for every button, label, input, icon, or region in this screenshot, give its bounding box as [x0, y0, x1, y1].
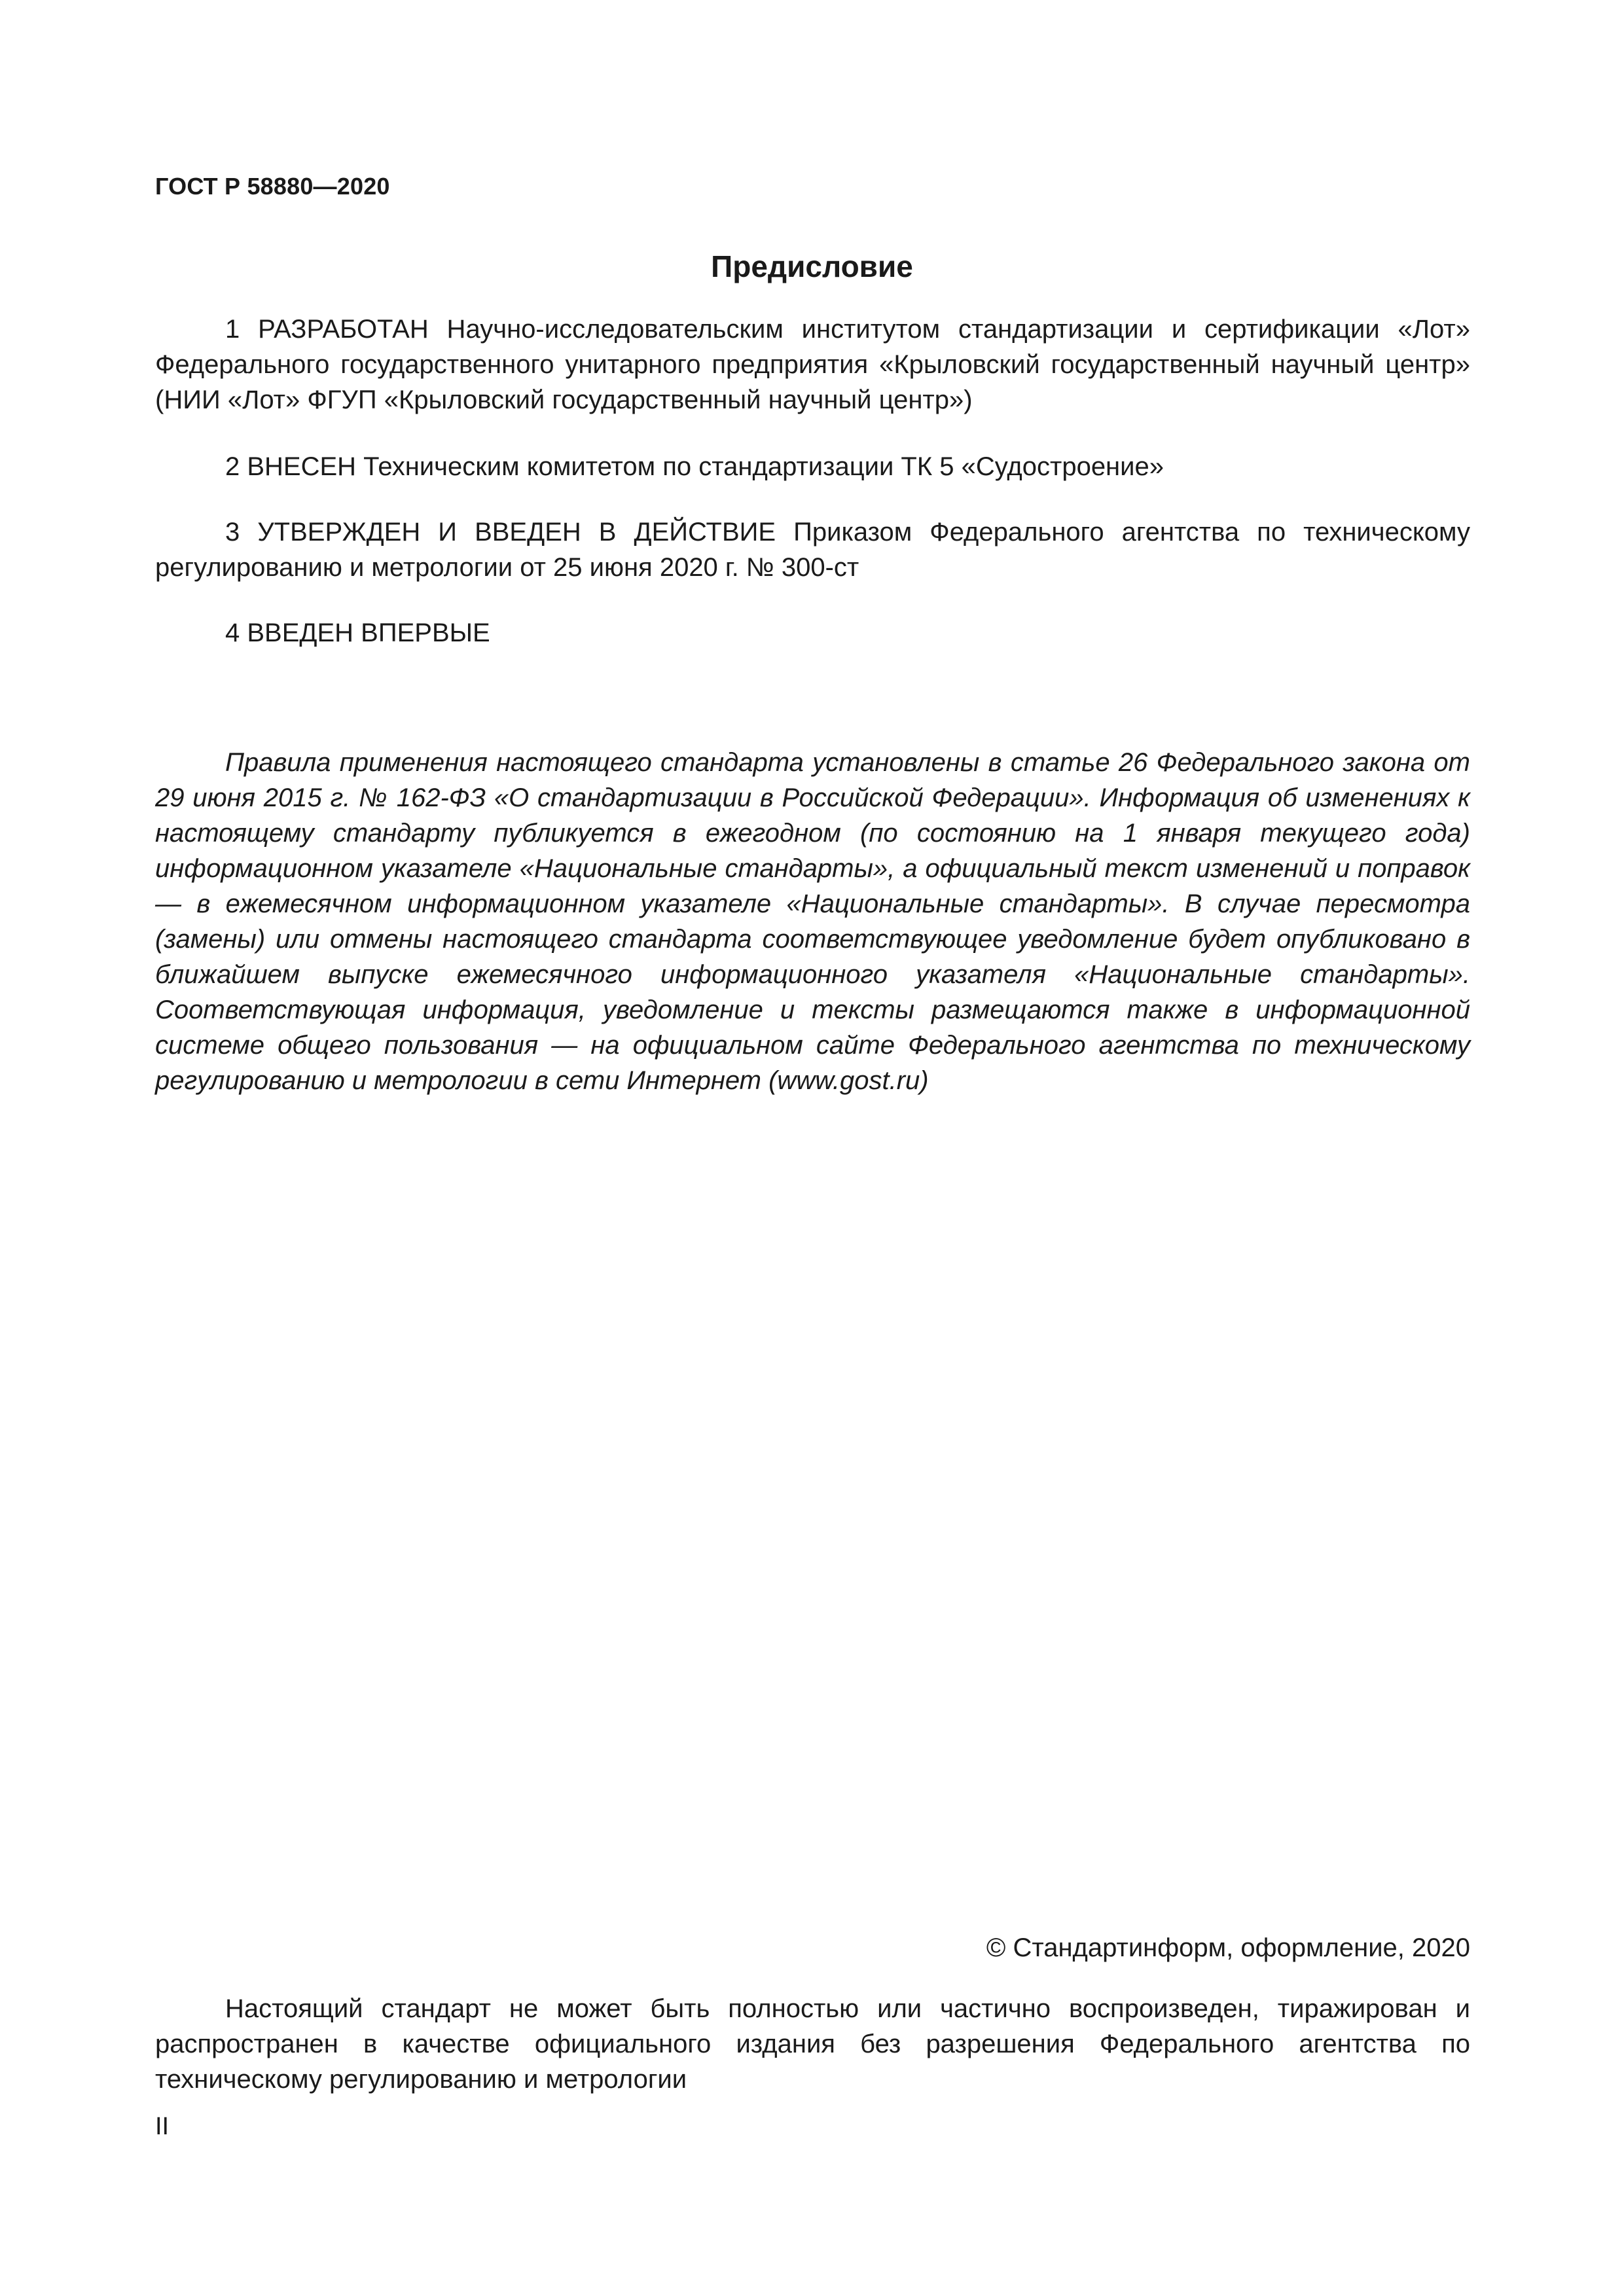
preface-item-4: 4 ВВЕДЕН ВПЕРВЫЕ: [225, 619, 490, 647]
page-number: II: [155, 2113, 170, 2140]
page-title: Предисловие: [711, 249, 913, 283]
application-rules-text: Правила применения настоящего стандарта установлены в статье 26 Федерального закона от 29 июня 2015 г. № 162-ФЗ «О стандартизации в Российской Федерации». Информация об изменениях к настоящему стандарту публикуется в ежегодном (по состоянию на 1 января текущего года) информационном указателе «Национальные стандарты», а официальный текст изменений и поправок — в ежемесячном информационном указателе «Национальные стандарты». В случае пересмотра (замены) или отмены настоящего стандарта соответствующее уведомление будет опубликовано в ближайшем выпуске ежемесячного информационного указателя «Национальные стандарты». Соответствующая информация, уведомление и тексты размещаются также в информационной системе общего пользования — на официальном сайте Федерального агентства по техническому регулированию и метрологии в сети Интернет (www.gost.ru): [155, 748, 1470, 1095]
preface-item-2: 2 ВНЕСЕН Техническим комитетом по стандартизации ТК 5 «Судостроение»: [225, 452, 1164, 481]
preface-item-1: 1 РАЗРАБОТАН Научно-исследовательским институтом стандартизации и сертификации «Лот» Федерального государственного унитарного предприятия «Крыловский государственный научный центр» (НИИ «Лот» ФГУП «Крыловский государственный научный центр»): [155, 315, 1470, 414]
preface-item-3: 3 УТВЕРЖДЕН И ВВЕДЕН В ДЕЙСТВИЕ Приказом Федерального агентства по техническому регулированию и метрологии от 25 июня 2020 г. № 300-ст: [155, 518, 1470, 582]
reproduction-notice: Настоящий стандарт не может быть полностью или частично воспроизведен, тиражирован и распространен в качестве официального издания без разрешения Федерального агентства по техническому регулированию и метрологии: [155, 1994, 1470, 2094]
copyright-notice: © Стандартинформ, оформление, 2020: [986, 1933, 1470, 1962]
document-code: ГОСТ Р 58880—2020: [155, 173, 390, 200]
